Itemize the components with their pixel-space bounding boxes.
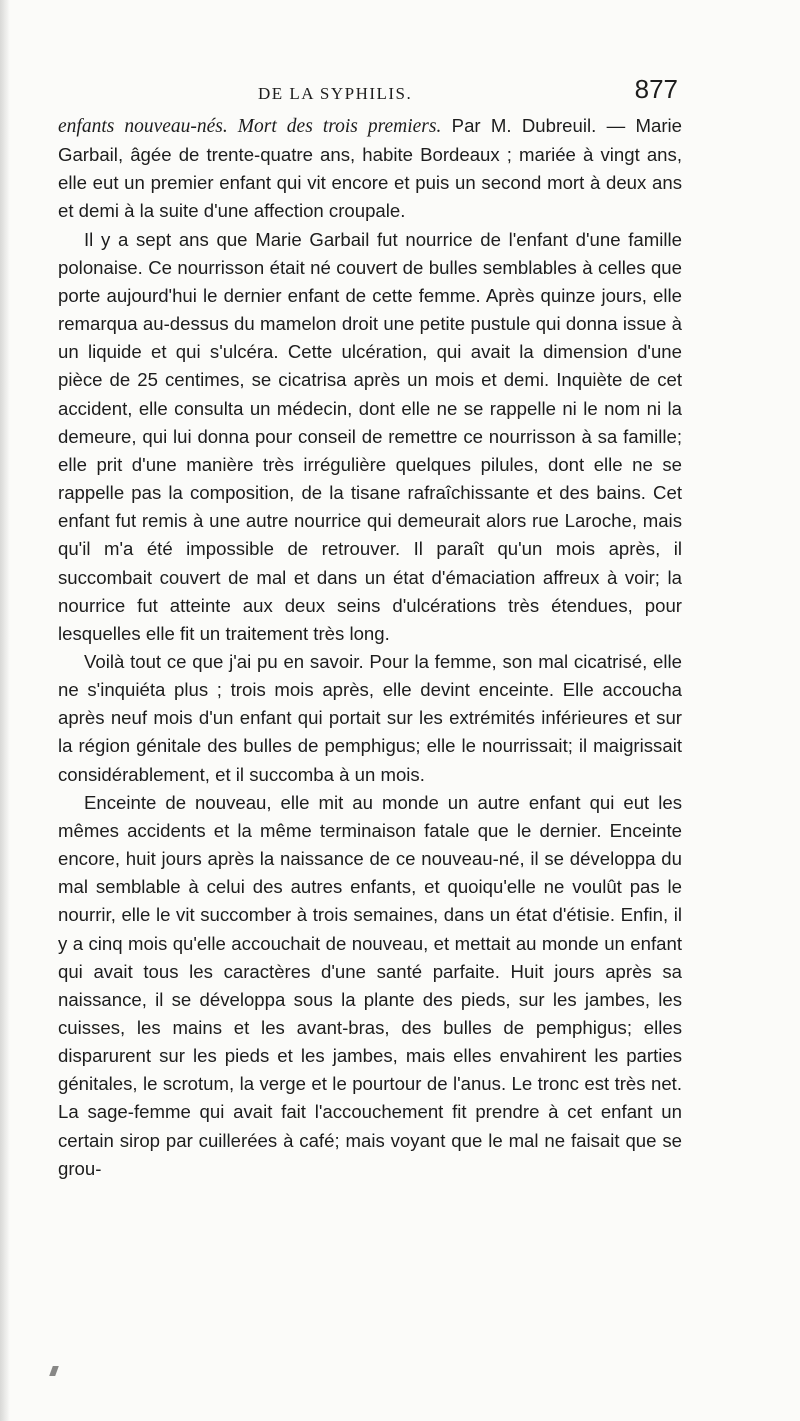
page-header [58,74,678,114]
body-text [58,112,682,1183]
page-gutter-shadow [0,0,10,1421]
paragraph-later-pregnancies: Enceinte de nouveau, elle mit au monde un autre enfant qui eut les mêmes accidents et la même terminaison fatale que le dernier. Enceinte encore, huit jours après la naissance de ce nouveau-né, il se développa du mal semblable à celui des autres enfants, et quoiqu'elle ne voulût pas le nourrir, elle le vit succomber à trois semaines, dans un état d'étisie. Enfin, il y a cinq mois qu'elle accouchait de nouveau, et mettait au monde un enfant qui avait tous les caractères d'une santé parfaite. Huit jours après sa naissance, il se développa sous la plante des pieds, sur les jambes, les cuisses, les mains et les avant-bras, des bulles de pemphigus; elles disparurent sur les pieds et les jambes, mais elles envahirent les parties génitales, le scrotum, la verge et le pourtour de l'anus. Le tronc est très net. La sage-femme qui avait fait l'accouchement fit prendre à cet enfant un certain sirop par cuillerées à café; mais voyant que le mal ne faisait que se grou- [58,791,682,1179]
paragraph-first-pregnancy: Voilà tout ce que j'ai pu en savoir. Pour la femme, son mal cicatrisé, elle ne s'inquiéta plus ; trois mois après, elle devint enceinte. Elle accoucha après neuf mois d'un enfant qui portait sur les extrémités inférieures et sur la région génitale des bulles de pemphigus; elle le nourrissait; il maigrissait considérablement, et il succomba à un mois. [58,650,682,785]
opening-paragraph [58,112,682,226]
ink-mark [49,1366,59,1376]
page-number: 877 [634,74,678,104]
running-head: DE LA SYPHILIS. [258,84,413,103]
case-title-italic: enfants nouveau-nés. Mort des trois premiers. [58,116,442,137]
paragraph-nurse-history: Il y a sept ans que Marie Garbail fut nourrice de l'enfant d'une famille polonaise. Ce nourrisson était né couvert de bulles semblables à celles que porte aujourd'hui le dernier enfant de cette femme. Après quinze jours, elle remarqua au-dessus du mamelon droit une petite pustule qui donna issue à un liquide et qui s'ulcéra. Cette ulcération, qui avait la dimension d'une pièce de 25 centimes, se cicatrisa après un mois et demi. Inquiète de cet accident, elle consulta un médecin, dont elle ne se rappelle ni le nom ni la demeure, qui lui donna pour conseil de remettre ce nourrisson à sa famille; elle prit d'une manière très irrégulière quelques pilules, dont elle ne se rappelle pas la composition, de la tisane rafraîchissante et des bains. Cet enfant fut remis à une autre nourrice qui demeurait alors rue Laroche, mais qu'il m'a été impossible de retrouver. Il paraît qu'un mois après, il succombait couvert de mal et dans un état d'émaciation affreux à voir; la nourrice fut atteinte aux deux seins d'ulcérations très étendues, pour lesquelles elle fit un traitement très long. [58,228,682,644]
case-title-rest: Par M. Dubreuil. — Marie Garbail, âgée de trente-quatre ans, habite Bordeaux ; mariée à vingt ans, elle eut un premier enfant qui vit encore et puis un second mort à deux ans et demi à la suite d'une affection croupale. [58,115,682,222]
